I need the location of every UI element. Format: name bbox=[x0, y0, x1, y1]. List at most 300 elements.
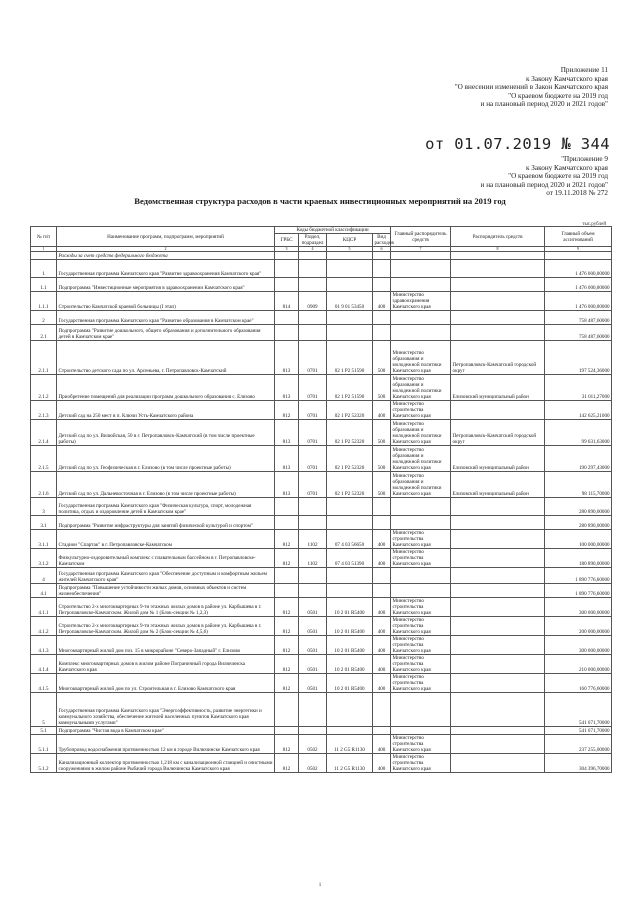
row-vr: 500 bbox=[373, 375, 391, 401]
row-number: 5.1.2 bbox=[31, 754, 57, 773]
header-line: Приложение 11 bbox=[560, 66, 608, 74]
row-number: 2 bbox=[31, 311, 57, 325]
row-manager bbox=[391, 584, 451, 598]
row-razdel: 0701 bbox=[299, 472, 327, 498]
row-total: 200 000,00000 bbox=[545, 617, 612, 636]
row-name: Государственная программа Камчатского края "Физическая культура, спорт, молодежная политика, отдых и оздоровление детей в Камчатском крае" bbox=[57, 498, 275, 516]
row-razdel: 0501 bbox=[299, 655, 327, 674]
row-razdel bbox=[299, 311, 327, 325]
row-kcsr: 07 4 03 51390 bbox=[327, 549, 373, 568]
row-vr: 400 bbox=[373, 401, 391, 420]
row-number: 2.1.5 bbox=[31, 446, 57, 472]
row-name: Государственная программа Камчатского края "Энергоэффективность, развитие энергетики и коммунального хозяйства, обеспечение жителей населенных пунктов Камчатского края коммунальными услугами" bbox=[57, 693, 275, 727]
row-name: Физкультурно-оздоровительный комплекс с плавательным бассейном в г. Петропавловске-Камчатском bbox=[57, 549, 275, 568]
page-number: 1 bbox=[318, 883, 322, 888]
row-total bbox=[545, 252, 612, 260]
row-kcsr: 11 2 G5 R1130 bbox=[327, 754, 373, 773]
row-grbs: 812 bbox=[275, 636, 299, 655]
row-kcsr bbox=[327, 516, 373, 530]
row-total: 1 476 000,00000 bbox=[545, 278, 612, 292]
row-grbs bbox=[275, 584, 299, 598]
row-total: 758 487,60000 bbox=[545, 325, 612, 341]
row-recipient: Елизовский муниципальный район bbox=[451, 446, 545, 472]
row-grbs: 813 bbox=[275, 420, 299, 446]
row-razdel bbox=[299, 260, 327, 278]
row-total: 1 476 000,00000 bbox=[545, 260, 612, 278]
row-vr bbox=[373, 278, 391, 292]
row-recipient bbox=[451, 278, 545, 292]
row-manager: Министерство образования и молодежной политики Камчатского края bbox=[391, 420, 451, 446]
row-recipient bbox=[451, 693, 545, 727]
row-vr: 500 bbox=[373, 420, 391, 446]
col-number: 3 bbox=[275, 247, 299, 252]
header-line: "О краевом бюджете на 2019 год bbox=[508, 172, 608, 181]
row-vr: 400 bbox=[373, 617, 391, 636]
row-vr: 400 bbox=[373, 598, 391, 617]
row-recipient bbox=[451, 549, 545, 568]
row-total: 210 000,00000 bbox=[545, 655, 612, 674]
row-manager bbox=[391, 693, 451, 727]
row-manager: Министерство строительства Камчатского края bbox=[391, 655, 451, 674]
appendix-header-top bbox=[455, 66, 608, 109]
row-kcsr: 10 2 01 R5400 bbox=[327, 636, 373, 655]
row-recipient bbox=[451, 260, 545, 278]
row-kcsr: 02 1 P2 52320 bbox=[327, 420, 373, 446]
table-row bbox=[31, 754, 612, 773]
row-manager: Министерство образования и молодежной политики Камчатского края bbox=[391, 472, 451, 498]
row-razdel: 0501 bbox=[299, 636, 327, 655]
row-razdel: 0701 bbox=[299, 375, 327, 401]
row-total: 98 115,70000 bbox=[545, 472, 612, 498]
row-number: 2.1.6 bbox=[31, 472, 57, 498]
row-kcsr: 10 2 01 R5400 bbox=[327, 617, 373, 636]
row-vr: 400 bbox=[373, 735, 391, 754]
row-name: Канализационный коллектор протяженностью 1,218 км с канализационной станцией и очистными сооружениями в жилом районе Рыбачий города Вилючинска Камчатского края bbox=[57, 754, 275, 773]
row-manager: Министерство образования и молодежной политики Камчатского края bbox=[391, 446, 451, 472]
row-total: 237 255,00000 bbox=[545, 735, 612, 754]
row-recipient bbox=[451, 516, 545, 530]
row-grbs bbox=[275, 516, 299, 530]
row-recipient: Елизовский муниципальный район bbox=[451, 472, 545, 498]
row-kcsr bbox=[327, 278, 373, 292]
row-kcsr: 10 2 01 R5400 bbox=[327, 674, 373, 693]
col-vr-header: Вид расходов bbox=[374, 234, 394, 246]
row-name: Подпрограмма "Развитие инфраструктуры для занятий физической культурой и спортом" bbox=[57, 516, 275, 530]
row-recipient bbox=[451, 754, 545, 773]
row-manager bbox=[391, 260, 451, 278]
row-recipient bbox=[451, 655, 545, 674]
col-num-header: № п/п bbox=[31, 227, 57, 247]
header-line: к Закону Камчатского края bbox=[526, 163, 608, 172]
row-number: 4.1.4 bbox=[31, 655, 57, 674]
row-recipient bbox=[451, 568, 545, 584]
row-grbs: 812 bbox=[275, 754, 299, 773]
col-number: 4 bbox=[299, 247, 327, 252]
row-number: 4 bbox=[31, 568, 57, 584]
row-total: 541 671,70000 bbox=[545, 727, 612, 735]
row-number: 2.1.1 bbox=[31, 341, 57, 375]
header-line: "О краевом бюджете на 2019 год bbox=[508, 91, 608, 100]
row-vr bbox=[373, 516, 391, 530]
row-recipient: Петропавловск-Камчатский городской округ bbox=[451, 341, 545, 375]
row-vr: 400 bbox=[373, 530, 391, 549]
table-row bbox=[31, 549, 612, 568]
table-body bbox=[31, 252, 612, 773]
row-grbs: 812 bbox=[275, 549, 299, 568]
row-name: Многоквартирный жилой дом поз. 15 в микрорайоне "Северо-Западный" г. Елизово bbox=[57, 636, 275, 655]
row-razdel: 0501 bbox=[299, 598, 327, 617]
row-name: Подпрограмма "Чистая вода в Камчатском крае" bbox=[57, 727, 275, 735]
row-razdel: 1102 bbox=[299, 530, 327, 549]
table-row bbox=[31, 341, 612, 375]
row-total: 1 476 000,00000 bbox=[545, 292, 612, 311]
row-razdel bbox=[299, 727, 327, 735]
row-manager bbox=[391, 568, 451, 584]
row-razdel: 0502 bbox=[299, 754, 327, 773]
date-stamp: от 01.07.2019 № 344 bbox=[425, 135, 610, 153]
col-number: 2 bbox=[57, 247, 275, 252]
row-number: 3.1.1 bbox=[31, 530, 57, 549]
row-manager: Министерство образования и молодежной политики Камчатского края bbox=[391, 375, 451, 401]
row-manager: Министерство строительства Камчатского края bbox=[391, 636, 451, 655]
row-manager bbox=[391, 516, 451, 530]
appendix-header-bottom bbox=[481, 155, 608, 198]
row-manager: Министерство здравоохранения Камчатского края bbox=[391, 292, 451, 311]
table-row bbox=[31, 727, 612, 735]
table-section-row bbox=[31, 252, 612, 260]
row-recipient bbox=[451, 584, 545, 598]
row-number: 5.1.1 bbox=[31, 735, 57, 754]
row-grbs bbox=[275, 260, 299, 278]
row-number: 3.1 bbox=[31, 516, 57, 530]
row-recipient bbox=[451, 598, 545, 617]
col-total-header: Главный объем ассигнований bbox=[545, 227, 612, 247]
row-recipient bbox=[451, 252, 545, 260]
row-manager: Министерство строительства Камчатского края bbox=[391, 735, 451, 754]
row-kcsr: 01 9 01 53450 bbox=[327, 292, 373, 311]
row-manager bbox=[391, 278, 451, 292]
row-manager bbox=[391, 727, 451, 735]
row-kcsr: 02 1 P2 51590 bbox=[327, 341, 373, 375]
table-row bbox=[31, 655, 612, 674]
row-manager: Министерство строительства Камчатского края bbox=[391, 598, 451, 617]
row-number: 5.1 bbox=[31, 727, 57, 735]
row-number: 1.1 bbox=[31, 278, 57, 292]
row-manager: Министерство строительства Камчатского края bbox=[391, 674, 451, 693]
row-name: Многоквартирный жилой дом по ул. Строительная в г. Елизово Камчатского края bbox=[57, 674, 275, 693]
row-total: 541 671,70000 bbox=[545, 693, 612, 727]
col-grbs-header: ГРБС bbox=[275, 234, 299, 247]
table-row bbox=[31, 617, 612, 636]
row-kcsr bbox=[327, 311, 373, 325]
row-number: 2.1 bbox=[31, 325, 57, 341]
row-grbs bbox=[275, 498, 299, 516]
row-recipient: Петропавловск-Камчатский городской округ bbox=[451, 420, 545, 446]
row-number: 3.1.2 bbox=[31, 549, 57, 568]
row-vr: 400 bbox=[373, 754, 391, 773]
row-grbs: 812 bbox=[275, 655, 299, 674]
row-vr: 400 bbox=[373, 655, 391, 674]
row-total: 160 776,60000 bbox=[545, 674, 612, 693]
row-kcsr: 10 2 01 R5400 bbox=[327, 598, 373, 617]
row-razdel bbox=[299, 278, 327, 292]
row-total: 190 297,43000 bbox=[545, 446, 612, 472]
row-name: Детский сад на 250 мест в п. Ключи Усть-Камчатского района bbox=[57, 401, 275, 420]
row-vr bbox=[373, 311, 391, 325]
header-line: "Приложение 9 bbox=[561, 155, 608, 163]
row-grbs: 813 bbox=[275, 341, 299, 375]
row-vr bbox=[373, 252, 391, 260]
row-recipient bbox=[451, 401, 545, 420]
table-row bbox=[31, 311, 612, 325]
row-razdel: 0501 bbox=[299, 674, 327, 693]
row-name: Комплекс многоквартирных домов в жилом районе Пограничный города Вилючинска Камчатского края bbox=[57, 655, 275, 674]
row-vr: 400 bbox=[373, 636, 391, 655]
row-name: Строительство 2-х многоквартирных 9-ти этажных жилых домов в районе ул. Карбышева в г. Петропавловске-Камчатском. Жилой дом № 2 (Блок-секции № 4,5,6) bbox=[57, 617, 275, 636]
row-name: Строительство Камчатской краевой больницы (I этап) bbox=[57, 292, 275, 311]
row-kcsr: 02 1 P2 52320 bbox=[327, 401, 373, 420]
row-vr bbox=[373, 568, 391, 584]
row-name: Строительство детского сада по ул. Арсеньева, г. Петропавловск-Камчатский bbox=[57, 341, 275, 375]
table-row bbox=[31, 584, 612, 598]
row-total: 100 000,00000 bbox=[545, 530, 612, 549]
row-manager: Министерство строительства Камчатского края bbox=[391, 754, 451, 773]
row-total: 1 890 776,60000 bbox=[545, 568, 612, 584]
row-recipient bbox=[451, 311, 545, 325]
row-grbs: 813 bbox=[275, 446, 299, 472]
header-line: "О внесении изменений в Закон Камчатского края bbox=[454, 83, 608, 92]
row-vr: 500 bbox=[373, 446, 391, 472]
row-kcsr: 10 2 01 R5400 bbox=[327, 655, 373, 674]
table-row bbox=[31, 472, 612, 498]
header-line: к Закону Камчатского края bbox=[526, 74, 608, 83]
row-vr: 400 bbox=[373, 674, 391, 693]
row-manager bbox=[391, 311, 451, 325]
row-vr bbox=[373, 727, 391, 735]
row-recipient bbox=[451, 636, 545, 655]
row-kcsr bbox=[327, 325, 373, 341]
row-total: 99 631,63000 bbox=[545, 420, 612, 446]
row-name: Государственная программа Камчатского края "Развитие здравоохранения Камчатского края" bbox=[57, 260, 275, 278]
table-row bbox=[31, 693, 612, 727]
row-number: 3 bbox=[31, 498, 57, 516]
row-razdel: 0909 bbox=[299, 292, 327, 311]
row-name: Подпрограмма "Повышение устойчивости жилых домов, основных объектов и систем жизнеобеспечения" bbox=[57, 584, 275, 598]
row-recipient bbox=[451, 727, 545, 735]
unit-label: тыс.рублей bbox=[582, 222, 606, 227]
row-razdel bbox=[299, 325, 327, 341]
row-razdel bbox=[299, 584, 327, 598]
col-number: 5 bbox=[327, 247, 373, 252]
row-number: 5 bbox=[31, 693, 57, 727]
row-total: 180 890,00000 bbox=[545, 549, 612, 568]
row-grbs bbox=[275, 568, 299, 584]
row-name: Детский сад по ул. Дальневосточная в г. Елизово (в том числе проектные работы) bbox=[57, 472, 275, 498]
row-manager: Министерство строительства Камчатского края bbox=[391, 401, 451, 420]
row-manager bbox=[391, 252, 451, 260]
row-recipient bbox=[451, 325, 545, 341]
row-number: 1.1.1 bbox=[31, 292, 57, 311]
table-row bbox=[31, 260, 612, 278]
header-line: и на плановый период 2020 и 2021 годов" bbox=[480, 180, 608, 189]
col-manager-header: Главный распорядитель средств bbox=[391, 227, 451, 247]
row-name: Государственная программа Камчатского края "Обеспечение доступным и комфортным жильем жителей Камчатского края" bbox=[57, 568, 275, 584]
row-number: 4.1.3 bbox=[31, 636, 57, 655]
row-number bbox=[31, 252, 57, 260]
row-recipient bbox=[451, 735, 545, 754]
header-line: и на плановый период 2020 и 2021 годов" bbox=[480, 100, 608, 109]
table-row bbox=[31, 498, 612, 516]
row-kcsr bbox=[327, 498, 373, 516]
row-grbs: 814 bbox=[275, 292, 299, 311]
row-vr bbox=[373, 325, 391, 341]
table-row bbox=[31, 292, 612, 311]
row-razdel bbox=[299, 252, 327, 260]
col-razdel-header: Раздел, подраздел bbox=[299, 234, 327, 247]
row-razdel: 0701 bbox=[299, 420, 327, 446]
row-razdel: 0701 bbox=[299, 401, 327, 420]
row-grbs: 813 bbox=[275, 472, 299, 498]
col-kcsr-header: КЦСР bbox=[327, 234, 373, 247]
row-name: Строительство 2-х многоквартирных 9-ти этажных жилых домов в районе ул. Карбышева в г. Петропавловске-Камчатском. Жилой дом № 1 (Блок-секции № 1,2,3) bbox=[57, 598, 275, 617]
row-razdel: 0701 bbox=[299, 341, 327, 375]
row-grbs bbox=[275, 311, 299, 325]
row-kcsr: 02 1 P2 52320 bbox=[327, 472, 373, 498]
table-row bbox=[31, 636, 612, 655]
row-razdel: 0701 bbox=[299, 446, 327, 472]
row-grbs bbox=[275, 252, 299, 260]
table-row bbox=[31, 325, 612, 341]
row-grbs bbox=[275, 693, 299, 727]
table-row bbox=[31, 598, 612, 617]
budget-table bbox=[30, 226, 612, 773]
row-name: Подпрограмма "Развитие дошкольного, общего образования и дополнительного образования детей в Камчатском крае" bbox=[57, 325, 275, 341]
row-kcsr: 11 2 G5 R1130 bbox=[327, 735, 373, 754]
row-recipient bbox=[451, 498, 545, 516]
table-row bbox=[31, 420, 612, 446]
col-recipient-header: Распорядитель средств bbox=[451, 227, 545, 247]
row-vr bbox=[373, 693, 391, 727]
row-number: 4.1.5 bbox=[31, 674, 57, 693]
row-vr bbox=[373, 584, 391, 598]
row-grbs: 812 bbox=[275, 617, 299, 636]
row-kcsr: 02 1 P2 52320 bbox=[327, 446, 373, 472]
row-name: Подпрограмма "Инвестиционные мероприятия в здравоохранении Камчатского края" bbox=[57, 278, 275, 292]
row-kcsr: 07 4 03 56650 bbox=[327, 530, 373, 549]
row-manager bbox=[391, 498, 451, 516]
row-manager bbox=[391, 325, 451, 341]
row-vr: 500 bbox=[373, 341, 391, 375]
row-total: 197 524,36000 bbox=[545, 341, 612, 375]
row-grbs bbox=[275, 278, 299, 292]
row-kcsr: 02 1 P2 51590 bbox=[327, 375, 373, 401]
row-number: 2.1.4 bbox=[31, 420, 57, 446]
row-number: 1 bbox=[31, 260, 57, 278]
row-kcsr bbox=[327, 568, 373, 584]
row-kcsr bbox=[327, 693, 373, 727]
row-kcsr bbox=[327, 260, 373, 278]
col-number: 7 bbox=[391, 247, 451, 252]
row-razdel bbox=[299, 568, 327, 584]
row-razdel bbox=[299, 693, 327, 727]
table-row bbox=[31, 530, 612, 549]
row-razdel: 0501 bbox=[299, 617, 327, 636]
row-name: Детский сад по ул. Геофизическая в г. Елизово (в том числе проектные работы) bbox=[57, 446, 275, 472]
table-row bbox=[31, 568, 612, 584]
row-vr bbox=[373, 260, 391, 278]
row-total: 31 011,27000 bbox=[545, 375, 612, 401]
row-razdel bbox=[299, 498, 327, 516]
row-total: 280 890,00000 bbox=[545, 516, 612, 530]
row-grbs: 812 bbox=[275, 674, 299, 693]
document-title: Ведомственная структура расходов в части краевых инвестиционных мероприятий на 2019 год bbox=[134, 196, 506, 206]
table-row bbox=[31, 401, 612, 420]
table-row bbox=[31, 674, 612, 693]
row-grbs: 813 bbox=[275, 375, 299, 401]
row-razdel: 1102 bbox=[299, 549, 327, 568]
col-number: 1 bbox=[31, 247, 57, 252]
header-line: от 19.11.2018 № 272 bbox=[546, 189, 608, 198]
row-total: 142 625,21000 bbox=[545, 401, 612, 420]
table-row bbox=[31, 446, 612, 472]
row-grbs: 812 bbox=[275, 735, 299, 754]
row-recipient bbox=[451, 674, 545, 693]
row-number: 2.1.3 bbox=[31, 401, 57, 420]
row-name: Государственная программа Камчатского края "Развитие образования в Камчатском крае" bbox=[57, 311, 275, 325]
col-number: 6 bbox=[373, 247, 391, 252]
col-codes-group-header: Коды бюджетной классификации bbox=[275, 227, 391, 234]
row-name: Расходы за счет средств федерального бюджета bbox=[57, 252, 275, 260]
row-vr: 500 bbox=[373, 472, 391, 498]
row-number: 2.1.2 bbox=[31, 375, 57, 401]
row-grbs: 812 bbox=[275, 401, 299, 420]
row-total: 758 487,60000 bbox=[545, 311, 612, 325]
row-total: 280 890,00000 bbox=[545, 498, 612, 516]
row-grbs: 812 bbox=[275, 530, 299, 549]
row-grbs bbox=[275, 325, 299, 341]
row-grbs bbox=[275, 727, 299, 735]
col-number: 9 bbox=[545, 247, 612, 252]
row-vr: 400 bbox=[373, 549, 391, 568]
table-row bbox=[31, 375, 612, 401]
row-number: 4.1.2 bbox=[31, 617, 57, 636]
row-total: 1 890 776,60000 bbox=[545, 584, 612, 598]
row-kcsr bbox=[327, 252, 373, 260]
row-vr: 400 bbox=[373, 292, 391, 311]
row-manager: Министерство строительства Камчатского края bbox=[391, 617, 451, 636]
row-name: Стадион "Спартак" в г. Петропавловске-Камчатском bbox=[57, 530, 275, 549]
row-total: 300 000,00000 bbox=[545, 636, 612, 655]
row-name: Трубопровод водоснабжения протяженностью 12 км в городе Вилючинске Камчатского края bbox=[57, 735, 275, 754]
row-recipient bbox=[451, 530, 545, 549]
table-row bbox=[31, 735, 612, 754]
col-name-header: Наименование программ, подпрограмм, мероприятий bbox=[57, 227, 275, 247]
row-kcsr bbox=[327, 584, 373, 598]
row-grbs: 812 bbox=[275, 598, 299, 617]
row-recipient: Елизовский муниципальный район bbox=[451, 375, 545, 401]
row-recipient bbox=[451, 292, 545, 311]
row-total: 300 000,00000 bbox=[545, 598, 612, 617]
row-name: Приобретение помещений для реализации программ дошкольного образования с. Елизово bbox=[57, 375, 275, 401]
row-manager: Министерство строительства Камчатского края bbox=[391, 530, 451, 549]
row-number: 4.1 bbox=[31, 584, 57, 598]
row-kcsr bbox=[327, 727, 373, 735]
row-number: 4.1.1 bbox=[31, 598, 57, 617]
row-total: 304 396,70000 bbox=[545, 754, 612, 773]
row-manager: Министерство строительства Камчатского края bbox=[391, 549, 451, 568]
col-number: 8 bbox=[451, 247, 545, 252]
table-row bbox=[31, 516, 612, 530]
